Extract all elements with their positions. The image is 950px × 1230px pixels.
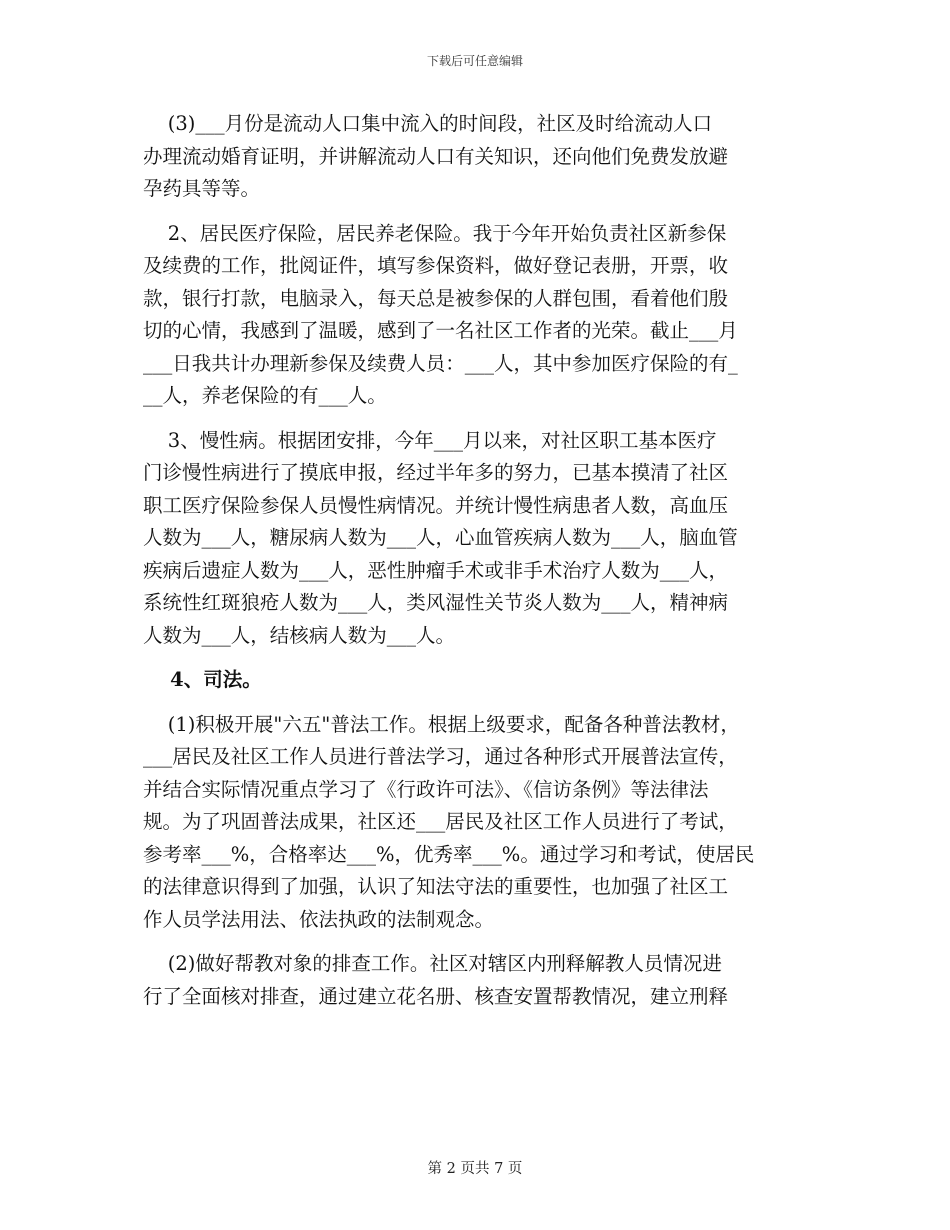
text-line: 参考率___%，合格率达___%，优秀率___%。通过学习和考试，使居民 [143, 842, 755, 866]
text-line: 4、司法。 [143, 668, 262, 691]
text-line: __人，养老保险的有___人。 [143, 384, 387, 407]
text-line: (3)___月份是流动人口集中流入的时间段，社区及时给流动人口 [143, 112, 713, 135]
text-line: 3、慢性病。根据团安排，今年___月以来，对社区职工基本医疗 [143, 428, 717, 452]
paragraph [143, 948, 811, 1013]
text-line: 并结合实际情况重点学习了《行政许可法》、《信访条例》等法律法 [143, 777, 709, 801]
text-line: 行了全面核对排查，通过建立花名册、核查安置帮教情况，建立刑释 [143, 984, 729, 1008]
text-line: 职工医疗保险参保人员慢性病情况。并统计慢性病患者人数，高血压 [143, 493, 729, 517]
text-line: ___日我共计办理新参保及续费人员：___人，其中参加医疗保险的有_ [143, 351, 738, 375]
text-line: 规。为了巩固普法成果，社区还___居民及社区工作人员进行了考试， [143, 810, 738, 833]
paragraph [143, 108, 811, 206]
paragraph [143, 709, 811, 937]
text-line: ___居民及社区工作人员进行普法学习，通过各种形式开展普法宣传， [143, 745, 738, 768]
text-line: 2、居民医疗保险，居民养老保险。我于今年开始负责社区新参保 [143, 221, 727, 245]
text-line: 人数为___人，结核病人数为___人。 [143, 623, 456, 647]
text-line: 疾病后遗症人数为___人，恶性肿瘤手术或非手术治疗人数为___人， [143, 558, 729, 582]
text-line: 款，银行打款，电脑录入，每天总是被参保的人群包围，看着他们殷 [143, 286, 729, 310]
text-line: (2)做好帮教对象的排查工作。社区对辖区内刑释解教人员情况进 [143, 952, 722, 975]
paragraph [143, 425, 811, 653]
text-line: (1)积极开展"六五"普法工作。根据上级要求，配备各种普法教材， [143, 712, 740, 736]
text-line: 办理流动婚育证明，并讲解流动人口有关知识，还向他们免费发放避 [143, 144, 729, 168]
page-footer: 第 2 页共 7 页 [427, 1161, 523, 1177]
text-line: 人数为___人，糖尿病人数为___人，心血管疾病人数为___人，脑血管 [143, 526, 738, 549]
text-line: 及续费的工作，批阅证件，填写参保资料，做好登记表册，开票，收 [143, 254, 729, 277]
document-body [143, 108, 811, 1013]
page-header: 下载后可任意编辑 [426, 54, 523, 68]
text-line: 作人员学法用法、依法执政的法制观念。 [143, 907, 495, 931]
text-line: 的法律意识得到了加强，认识了知法守法的重要性，也加强了社区工 [143, 875, 729, 898]
paragraph [143, 218, 811, 413]
text-line: 切的心情，我感到了温暖，感到了一名社区工作者的光荣。截止___月 [143, 319, 738, 342]
text-line: 孕药具等等。 [143, 177, 261, 200]
section-heading [143, 664, 811, 697]
text-line: 系统性红斑狼疮人数为___人，类风湿性关节炎人数为___人，精神病 [143, 591, 729, 614]
text-line: 门诊慢性病进行了摸底申报，经过半年多的努力，已基本摸清了社区 [143, 461, 729, 484]
